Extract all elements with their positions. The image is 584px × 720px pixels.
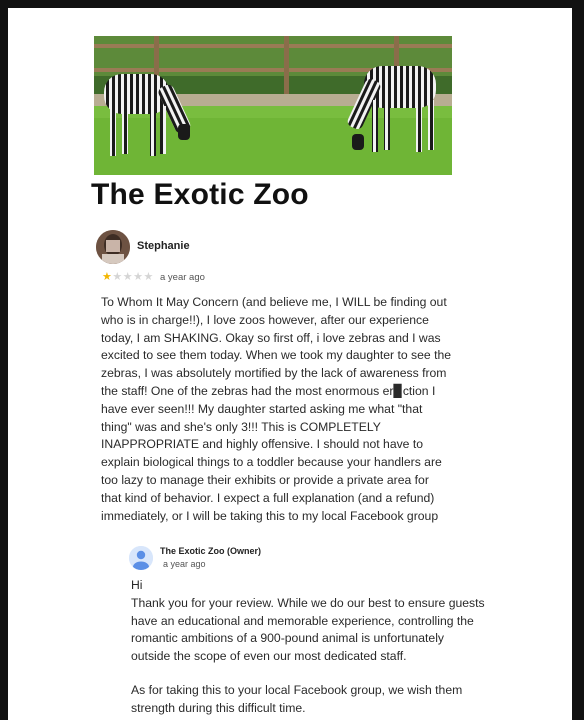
review-line: excited to see them today. When we took my daughter to see the bbox=[101, 348, 452, 363]
zebra-photo-graphic bbox=[94, 36, 452, 175]
owner-reply-line: As for taking this to your local Facebook group, we wish them bbox=[131, 682, 463, 697]
business-title: The Exotic Zoo bbox=[91, 178, 309, 211]
star-filled-icon: ★ bbox=[102, 271, 113, 283]
zebra-photo bbox=[94, 36, 452, 175]
review-line: too lazy to manage their exhibits or provide a private area for bbox=[101, 472, 429, 487]
owner-reply-timestamp: a year ago bbox=[163, 559, 206, 569]
owner-reply-greeting: Hi bbox=[131, 578, 143, 592]
reviewer-avatar-image bbox=[96, 230, 130, 264]
reviewer-avatar[interactable] bbox=[96, 230, 130, 264]
reviewer-name[interactable]: Stephanie bbox=[137, 240, 190, 252]
review-line: zebras, I was absolutely mortified by the lack of awareness from bbox=[101, 366, 447, 381]
owner-reply-text bbox=[131, 577, 491, 718]
review-timestamp: a year ago bbox=[160, 272, 205, 283]
review-line: today, I am SHAKING. Okay so first off, i love zebras and I was bbox=[101, 330, 441, 345]
paragraph-gap bbox=[131, 666, 491, 682]
person-icon bbox=[129, 546, 153, 570]
owner-name[interactable]: The Exotic Zoo (Owner) bbox=[160, 546, 262, 556]
review-line: To Whom It May Concern (and believe me, I WILL be finding out bbox=[101, 295, 447, 309]
review-line: thing" was and she's only 3!!! This is COMPLETELY bbox=[101, 419, 381, 434]
star-empty-icon: ★ bbox=[122, 271, 134, 283]
owner-reply-line: outside the scope of even our most dedicated staff. bbox=[131, 649, 407, 664]
owner-reply-line: have an educational and memorable experience, controlling the bbox=[131, 613, 474, 628]
owner-reply-line: strength during this difficult time. bbox=[131, 700, 306, 715]
review-line: immediately, or I will be taking this to my local Facebook group bbox=[101, 508, 439, 523]
star-empty-icon: ★ bbox=[133, 271, 144, 283]
star-empty-icon: ★ bbox=[112, 271, 123, 283]
owner-reply-line: Thank you for your review. While we do our best to ensure guests bbox=[131, 595, 485, 610]
owner-reply-line: romantic ambitions of a 900-pound animal is unfortunately bbox=[131, 631, 444, 646]
review-line: have ever seen!!! My daughter started asking me what "that bbox=[101, 401, 423, 416]
star-rating bbox=[102, 270, 154, 283]
review-page bbox=[8, 8, 572, 720]
review-line: INAPPROPRIATE and highly offensive. I should not have to bbox=[101, 437, 424, 452]
owner-avatar[interactable] bbox=[129, 546, 153, 570]
review-line: that kind of behavior. I expect a full explanation (and a refund) bbox=[101, 490, 435, 505]
review-line: who is in charge!!), I love zoos however, after our experience bbox=[101, 312, 429, 327]
review-text bbox=[101, 294, 461, 525]
review-line: the staff! One of the zebras had the most enormous er▉ction I bbox=[101, 383, 436, 398]
star-empty-icon: ★ bbox=[143, 271, 154, 283]
review-line: explain biological things to a toddler because your handlers are bbox=[101, 455, 442, 470]
